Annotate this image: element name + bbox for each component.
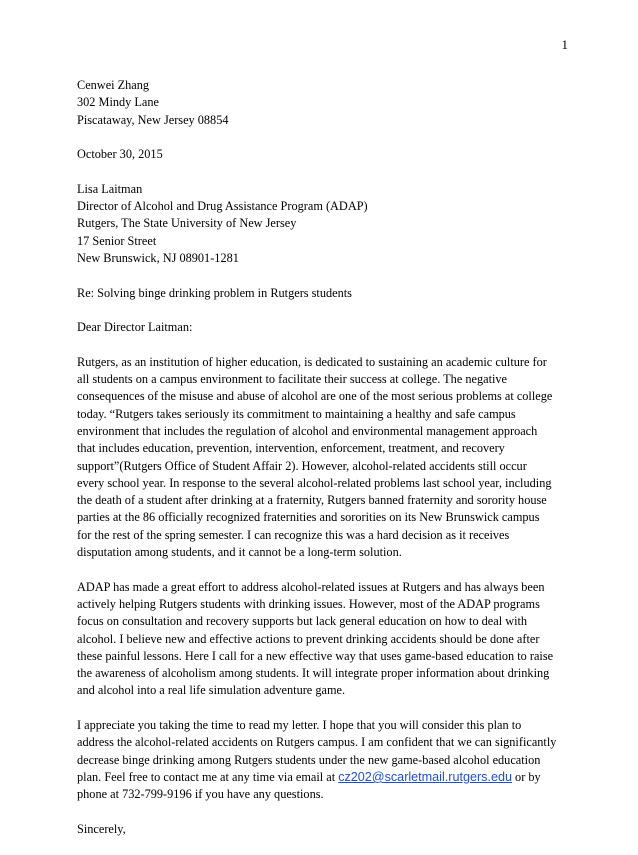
sender-city: Piscataway, New Jersey 08854	[77, 112, 229, 127]
date-text: October 30, 2015	[77, 147, 163, 162]
recipient-city: New Brunswick, NJ 08901-1281	[77, 250, 239, 265]
letter-date	[77, 146, 572, 163]
sender-street: 302 Mindy Lane	[77, 95, 159, 110]
paragraph-line: for the rest of the spring semester. I can recognize this was a hard decision as it receives	[77, 527, 510, 542]
paragraph-line: support”(Rutgers Office of Student Affair 2). However, alcohol-related accidents still occur	[77, 458, 527, 473]
recipient-name: Lisa Laitman	[77, 181, 143, 196]
paragraph-line: the awareness of alcoholism among students. It will integrate proper information about drinking	[77, 666, 550, 681]
paragraph-line: decrease binge drinking among Rutgers students under the new game-based alcohol education	[77, 752, 541, 767]
paragraph-line: the death of a student after drinking at a fraternity, Rutgers banned fraternity and sorority house	[77, 493, 547, 508]
closing	[77, 821, 572, 838]
paragraph-3	[77, 717, 572, 803]
paragraph-line: all students on a campus environment to facilitate their success at college. The negative	[77, 372, 508, 387]
paragraph-line: that includes education, prevention, intervention, enforcement, treatment, and recovery	[77, 441, 505, 456]
closing-text: Sincerely,	[77, 821, 126, 836]
paragraph-line: actively helping Rutgers students with drinking issues. However, most of the ADAP programs	[77, 596, 540, 611]
salutation-text: Dear Director Laitman:	[77, 320, 193, 335]
paragraph-line: disputation among students, and it cannot be a long-term solution.	[77, 545, 402, 560]
paragraph-line: consequences of the misuse and abuse of alcohol are one of the most serious problems at college	[77, 389, 553, 404]
email-suffix-text: or by	[511, 769, 541, 784]
salutation	[77, 319, 572, 336]
sender-address	[77, 77, 572, 129]
paragraph-line: alcohol. I believe new and effective actions to prevent drinking accidents should be done after	[77, 631, 540, 646]
subject-text: Re: Solving binge drinking problem in Rutgers students	[77, 285, 352, 300]
paragraph-line: environment that includes the regulation of alcohol and environmental management approach	[77, 423, 538, 438]
paragraph-line: I appreciate you taking the time to read my letter. I hope that you will consider this plan to	[77, 717, 522, 732]
paragraph-line: today. “Rutgers takes seriously its commitment to maintaining a healthy and safe campus	[77, 406, 516, 421]
paragraph-line: these painful lessons. Here I call for a new effective way that uses game-based education to raise	[77, 648, 554, 663]
paragraph-line: focus on consultation and recovery supports but lack general education on how to deal with	[77, 614, 528, 629]
recipient-street: 17 Senior Street	[77, 233, 157, 248]
paragraph-line: and alcohol into a real life simulation adventure game.	[77, 683, 346, 698]
paragraph-line: phone at 732-799-9196 if you have any questions.	[77, 787, 324, 802]
paragraph-line: ADAP has made a great effort to address alcohol-related issues at Rutgers and has always been	[77, 579, 545, 594]
sender-name: Cenwei Zhang	[77, 78, 150, 92]
paragraph-line: parties at the 86 officially recognized fraternities and sororities on its New Brunswick campus	[77, 510, 540, 525]
email-prefix-text: plan. Feel free to contact me at any time via email at	[77, 769, 339, 784]
subject-line	[77, 285, 572, 302]
recipient-organization: Rutgers, The State University of New Jersey	[77, 216, 297, 231]
paragraph-line: every school year. In response to the several alcohol-related problems last school year, including	[77, 475, 552, 490]
recipient-title: Director of Alcohol and Drug Assistance Program (ADAP)	[77, 199, 368, 214]
paragraph-line: address the alcohol-related accidents on Rutgers campus. I am confident that we can significantly	[77, 735, 557, 750]
recipient-address	[77, 181, 572, 267]
paragraph-1	[77, 354, 572, 562]
page-number: 1	[561, 37, 568, 52]
letter-body	[77, 77, 572, 855]
email-link[interactable]: cz202@scarletmail.rutgers.edu	[338, 769, 512, 784]
paragraph-2	[77, 579, 572, 700]
paragraph-line: Rutgers, as an institution of higher education, is dedicated to sustaining an academic culture for	[77, 354, 547, 369]
paragraph-line-with-email	[77, 769, 572, 786]
